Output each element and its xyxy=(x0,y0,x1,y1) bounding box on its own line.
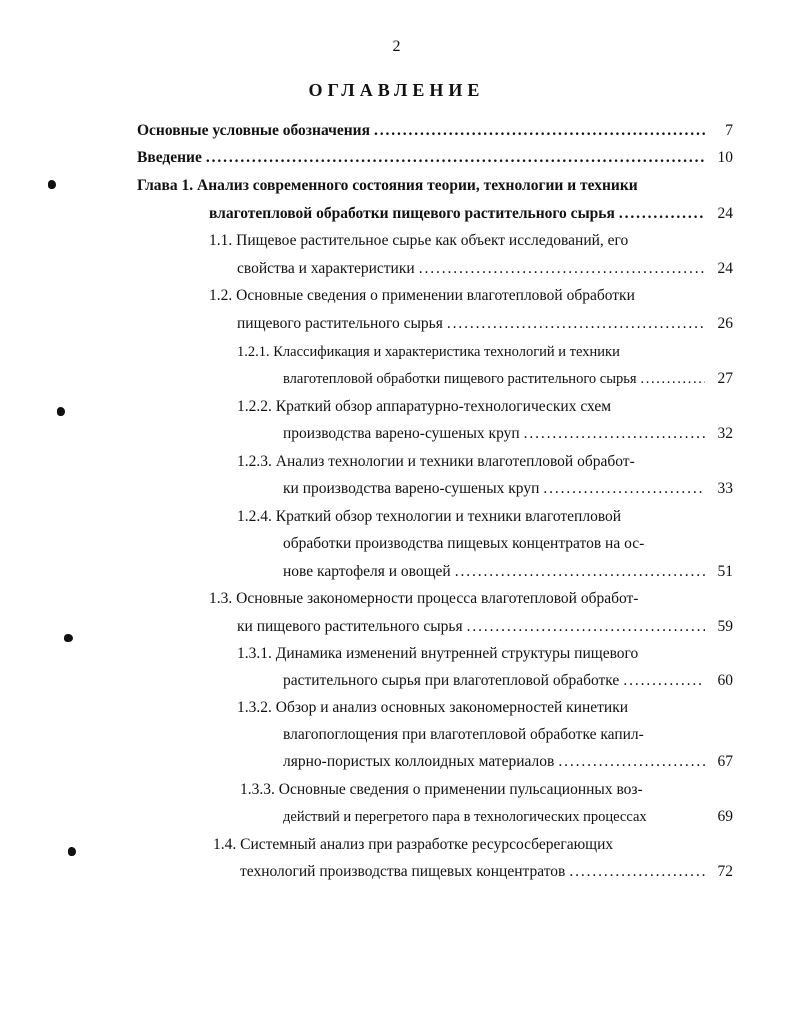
toc-entry-text: влагопоглощения при влаготепловой обработке капил- xyxy=(283,726,644,743)
toc-entry-text: 1.3.3. Основные сведения о применении пульсационных воз- xyxy=(240,781,643,798)
toc-entry-text: 1.3.1. Динамика изменений внутренней структуры пищевого xyxy=(237,645,639,662)
punch-hole-mark xyxy=(64,634,73,642)
toc-entry[interactable] xyxy=(283,477,733,501)
toc-leader xyxy=(467,615,705,639)
toc-leader xyxy=(419,257,705,281)
toc-entry-text: 1.2.4. Краткий обзор технологии и техники влаготепловой xyxy=(237,508,622,525)
toc-entry[interactable] xyxy=(283,805,733,829)
toc-entry[interactable] xyxy=(237,696,733,720)
toc-entry-text: действий и перегретого пара в технологических процессах xyxy=(283,809,647,825)
toc-entry-text: 1.1. Пищевое растительное сырье как объект исследований, его xyxy=(209,232,629,249)
toc-leader xyxy=(619,202,705,226)
toc-entry-text: ки пищевого растительного сырья xyxy=(237,618,463,635)
toc-entry[interactable] xyxy=(283,560,733,584)
toc-entry[interactable] xyxy=(237,615,733,639)
toc-leader xyxy=(543,477,705,501)
toc-entry-text: технологий производства пищевых концентратов xyxy=(240,863,566,880)
toc-entry-text: влаготепловой обработки пищевого растительного сырья xyxy=(283,371,637,387)
toc-entry[interactable] xyxy=(209,229,733,253)
page-number: 2 xyxy=(392,38,401,55)
punch-hole-mark xyxy=(68,847,76,856)
toc-page-number: 72 xyxy=(717,863,733,880)
toc-entry[interactable] xyxy=(283,669,733,693)
toc-entry-text: ки производства варено-сушеных круп xyxy=(283,480,540,497)
toc-entry-text: Основные условные обозначения xyxy=(137,122,370,139)
punch-hole-mark xyxy=(48,180,56,189)
toc-entry-text: влаготепловой обработки пищевого растительного сырья xyxy=(209,205,615,222)
toc-entry-text: 1.3.2. Обзор и анализ основных закономерностей кинетики xyxy=(237,699,629,716)
toc-leader xyxy=(569,860,705,884)
toc-leader xyxy=(623,669,705,693)
toc-entry-text: 1.2.3. Анализ технологии и техники влаготепловой обработ- xyxy=(237,453,635,470)
toc-leader xyxy=(641,367,706,391)
toc-leader xyxy=(447,312,705,336)
toc-entry-text: 1.3. Основные закономерности процесса влаготепловой обработ- xyxy=(209,590,639,607)
toc-leader xyxy=(455,560,705,584)
punch-hole-mark xyxy=(57,407,65,416)
toc-page-number: 67 xyxy=(717,753,733,770)
toc-leader xyxy=(374,119,705,143)
toc-entry-text: производства варено-сушеных круп xyxy=(283,425,520,442)
toc-entry[interactable] xyxy=(209,202,733,226)
toc-entry[interactable] xyxy=(137,146,733,170)
page-title: ОГЛАВЛЕНИЕ xyxy=(308,80,485,100)
toc-entry[interactable] xyxy=(237,450,733,474)
toc-page-number: 51 xyxy=(717,563,733,580)
toc-entry[interactable] xyxy=(283,723,733,747)
toc-page-number: 60 xyxy=(717,672,733,689)
toc-page-number: 10 xyxy=(717,149,733,166)
toc-entry[interactable] xyxy=(237,642,733,666)
toc-entry[interactable] xyxy=(137,119,733,143)
toc-entry-text: свойства и характеристики xyxy=(237,260,415,277)
toc-page-number: 69 xyxy=(717,808,733,825)
toc-entry[interactable] xyxy=(237,312,733,336)
toc-entry[interactable] xyxy=(283,422,733,446)
toc-page-number: 26 xyxy=(717,315,733,332)
toc-page-number: 59 xyxy=(717,618,733,635)
toc-page-number: 7 xyxy=(725,122,733,139)
toc-entry[interactable] xyxy=(283,750,733,774)
toc-leader xyxy=(558,750,705,774)
toc-page-number: 33 xyxy=(717,480,733,497)
toc-entry-text: нове картофеля и овощей xyxy=(283,563,451,580)
toc-page-number: 24 xyxy=(717,205,733,222)
toc-entry[interactable] xyxy=(240,778,733,802)
toc-entry[interactable] xyxy=(283,367,733,391)
toc-entry-text: лярно-пористых коллоидных материалов xyxy=(283,753,555,770)
toc-leader xyxy=(524,422,705,446)
toc-page-number: 24 xyxy=(717,260,733,277)
toc-entry[interactable] xyxy=(237,395,733,419)
toc-entry[interactable] xyxy=(237,505,733,529)
toc-entry-text: Глава 1. Анализ современного состояния теории, технологии и техники xyxy=(137,177,638,194)
toc-entry[interactable] xyxy=(209,587,733,611)
toc-entry[interactable] xyxy=(237,257,733,281)
toc-page-number: 27 xyxy=(717,370,733,387)
toc-entry[interactable] xyxy=(283,532,733,556)
toc-entry-text: обработки производства пищевых концентратов на ос- xyxy=(283,535,645,552)
toc-leader xyxy=(206,146,705,170)
toc-entry[interactable] xyxy=(209,284,733,308)
toc-entry-text: 1.4. Системный анализ при разработке ресурсосберегающих xyxy=(213,836,614,853)
toc-entry-text: 1.2. Основные сведения о применении влаготепловой обработки xyxy=(209,287,635,304)
toc-entry[interactable] xyxy=(137,174,733,198)
toc-entry-text: растительного сырья при влаготепловой обработке xyxy=(283,672,620,689)
toc-entry-text: 1.2.2. Краткий обзор аппаратурно-технологических схем xyxy=(237,398,612,415)
toc-entry-text: 1.2.1. Классификация и характеристика технологий и техники xyxy=(237,344,620,360)
toc-entry-text: Введение xyxy=(137,149,202,166)
toc-entry[interactable] xyxy=(240,860,733,884)
toc-entry[interactable] xyxy=(213,833,733,857)
toc-entry-text: пищевого растительного сырья xyxy=(237,315,443,332)
toc-entry[interactable] xyxy=(237,340,733,364)
toc-page-number: 32 xyxy=(717,425,733,442)
